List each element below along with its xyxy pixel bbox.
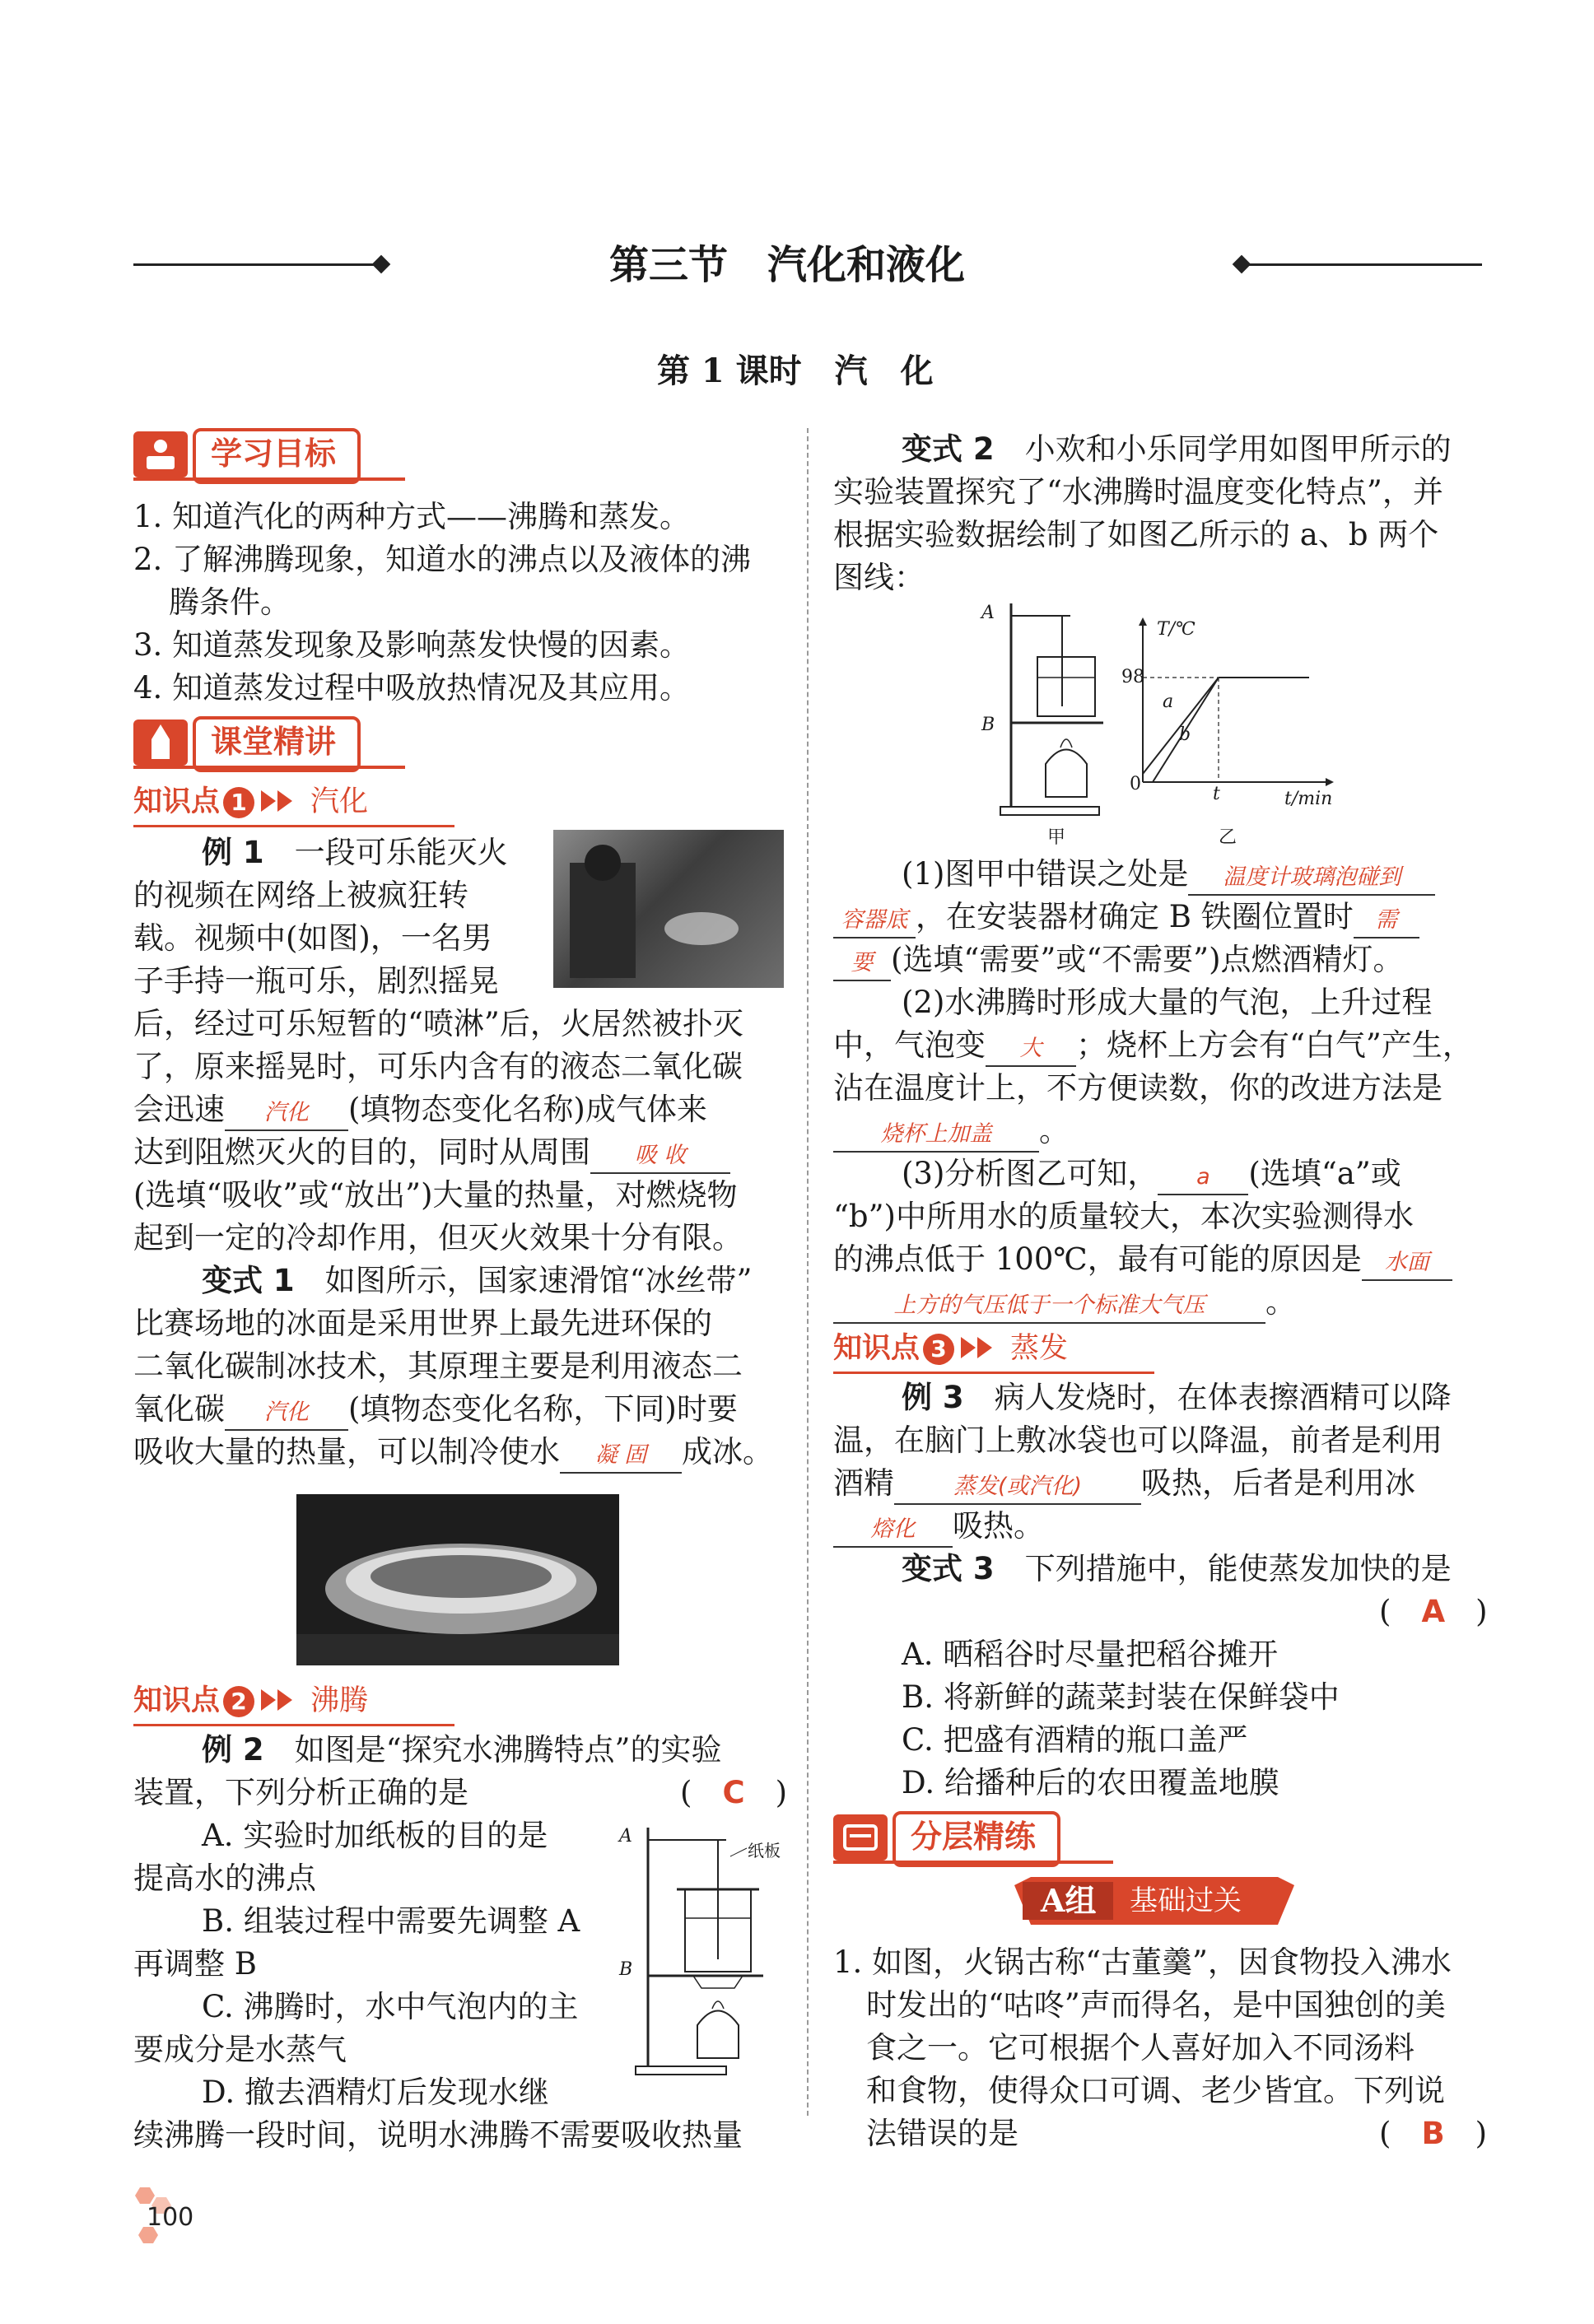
- ex1-line-9: (选填“吸收”或“放出”)大量的热量，对燃烧物: [133, 1177, 738, 1213]
- var2-q3-answer-2: 水面: [1362, 1246, 1452, 1281]
- kp-topic: 蒸发: [1010, 1332, 1069, 1365]
- ex3-line-3: 酒精 蒸发(或汽化) 吸热，后者是利用冰: [833, 1462, 1415, 1505]
- var2-q2-line-3: 沾在温度计上，不方便读数，你的改进方法是: [833, 1070, 1443, 1106]
- q1-line-4: 和食物，使得众口可调、老少皆宜。下列说: [866, 2073, 1445, 2108]
- section-label: 分层精练: [893, 1811, 1060, 1867]
- double-arrow-icon: [261, 783, 294, 822]
- var3-line-1: 变式 3 下列措施中，能使蒸发加快的是: [902, 1551, 1452, 1586]
- column-divider: [807, 428, 809, 2116]
- pencil-icon: [133, 720, 188, 766]
- var2-q1-answer-2: 需: [1354, 904, 1419, 938]
- page-number: 100: [147, 2203, 194, 2232]
- fig-label-b: B: [619, 1959, 633, 1980]
- var2-q1-line-1: (1)图甲中错误之处是 温度计玻璃泡碰到: [902, 853, 1435, 896]
- var2-q3-line-4: 上方的气压低于一个标准大气压 。: [833, 1281, 1296, 1324]
- var1-line-3: 二氧化碳制冰技术，其原理主要是利用液态二: [133, 1348, 743, 1384]
- ex2-option-d-1: D. 撤去酒精灯后发现水继: [202, 2075, 549, 2110]
- knowledge-point-3: [833, 1329, 1068, 1370]
- var2-q2-line-2: 中，气泡变 大 ；烧杯上方会有“白气”产生，: [833, 1024, 1473, 1067]
- ex2-option-c-1: C. 沸腾时，水中气泡内的主: [202, 1989, 579, 2024]
- section-head-goals: [133, 428, 405, 477]
- knowledge-point-1: [133, 782, 368, 823]
- var3-option-b: B. 将新鲜的蔬菜封装在保鲜袋中: [902, 1679, 1340, 1715]
- ex2-option-a-2: 提高水的沸点: [133, 1861, 316, 1896]
- section-label: 课堂精讲: [193, 716, 361, 772]
- var2-q3-line-1: (3)分析图乙可知， a (选填“a”或: [902, 1153, 1401, 1195]
- var2-q1-answer-2b: 要: [833, 947, 891, 981]
- ex1-line-2: 的视频在网络上被疯狂转: [133, 878, 468, 913]
- goal-2: 2. 了解沸腾现象，知道水的沸点以及液体的沸: [133, 542, 752, 577]
- fig-label-a: A: [619, 1826, 632, 1847]
- ex3-answer-2: 熔化: [833, 1513, 953, 1548]
- var2-fig-label-jia: 甲: [1047, 827, 1066, 848]
- ex2-option-b-2: 再调整 B: [133, 1946, 257, 1982]
- var2-q1-line-3: 要 (选填“需要”或“不需要”)点燃酒精灯。: [833, 938, 1404, 981]
- var2-q2-line-4: 烧杯上加盖 。: [833, 1110, 1070, 1153]
- ex2-option-c-2: 要成分是水蒸气: [133, 2032, 347, 2067]
- var1-line-1: 变式 1 如图所示，国家速滑馆“冰丝带”: [202, 1263, 753, 1298]
- ice-ribbon-photo: [296, 1494, 619, 1665]
- title-rule-right: [1243, 263, 1482, 266]
- q1-line-2: 时发出的“咕咚”声而得名，是中国独创的美: [866, 1987, 1446, 2023]
- var2-q2-answer-1: 大: [986, 1032, 1076, 1067]
- graph-tick-t: t: [1213, 784, 1220, 804]
- var2-line-3: 根据实验数据绘制了如图乙所示的 a、b 两个: [833, 517, 1439, 552]
- ex1-line-1: 例 1 一段可乐能灭火: [202, 835, 508, 870]
- printer-icon: [833, 1814, 888, 1861]
- lesson-title: 第 1 课时 汽 化: [657, 352, 934, 390]
- q1-answer-bracket: ( B ): [1379, 2116, 1488, 2151]
- ex1-line-8: 达到阻燃灭火的目的，同时从周围 吸 收: [133, 1131, 730, 1174]
- ex3-line-2: 温，在脑门上敷冰袋也可以降温，前者是利用: [833, 1423, 1443, 1458]
- ex2-option-a-1: A. 实验时加纸板的目的是: [202, 1818, 548, 1853]
- var1-answer-2: 凝 固: [560, 1439, 682, 1474]
- ex1-line-4: 子手持一瓶可乐，剧烈摇晃: [133, 963, 499, 999]
- graph-line-a-label: a: [1163, 692, 1174, 712]
- var3-option-a: A. 晒稻谷时尽量把稻谷摊开: [902, 1637, 1279, 1672]
- var1-answer-1: 汽化: [225, 1396, 348, 1431]
- var2-q3-answer-1: a: [1158, 1161, 1248, 1195]
- var2-q3-line-2: “b”)中所用水的质量较大，本次实验测得水: [833, 1199, 1414, 1234]
- cola-fire-photo: [553, 830, 784, 988]
- kp-label: 知识点: [833, 1332, 921, 1365]
- goal-3: 3. 知道蒸发现象及影响蒸发快慢的因素。: [133, 627, 691, 663]
- goal-4: 4. 知道蒸发过程中吸放热情况及其应用。: [133, 670, 691, 706]
- kp-number: 2: [223, 1686, 254, 1717]
- var2-q2-line-1: (2)水沸腾时形成大量的气泡，上升过程: [902, 985, 1433, 1020]
- graph-line-b-label: b: [1179, 724, 1191, 745]
- var2-apparatus-figure: [988, 599, 1120, 822]
- ex1-line-10: 起到一定的冷却作用，但灭火效果十分有限。: [133, 1220, 743, 1255]
- var3-answer-bracket: ( A ): [1379, 1594, 1488, 1629]
- var3-option-d: D. 给播种后的农田覆盖地膜: [902, 1765, 1279, 1800]
- var2-fig-label-a: A: [981, 603, 995, 623]
- section-title: 第三节 汽化和液化: [609, 242, 966, 288]
- ex1-line-6: 了，原来摇晃时，可乐内含有的液态二氧化碳: [133, 1049, 743, 1084]
- ex3-answer-1: 蒸发(或汽化): [894, 1470, 1141, 1505]
- ex1-answer-2: 吸 收: [590, 1139, 730, 1174]
- var2-q3-answer-2b: 上方的气压低于一个标准大气压: [833, 1289, 1265, 1324]
- graph-tick-98: 98: [1121, 667, 1144, 687]
- group-a-tag: A组: [1041, 1882, 1097, 1919]
- var2-fig-label-b: B: [981, 715, 995, 735]
- q1-line-5: 法错误的是: [866, 2116, 1018, 2151]
- var1-line-5: 吸收大量的热量，可以制冷使水 凝 固 成冰。: [133, 1431, 773, 1474]
- graph-x-axis-label: t/min: [1284, 789, 1333, 809]
- var1-line-4: 氧化碳 汽化 (填物态变化名称，下同)时要: [133, 1388, 738, 1431]
- var2-q1-line-2: 容器底 ，在安装器材确定 B 铁圈位置时 需: [833, 896, 1419, 938]
- var2-line-1: 变式 2 小欢和小乐同学用如图甲所示的: [902, 431, 1452, 467]
- q1-line-1: 1. 如图，火锅古称“古董羹”，因食物投入沸水: [833, 1944, 1452, 1980]
- var1-line-2: 比赛场地的冰面是采用世界上最先进环保的: [133, 1306, 712, 1341]
- study-icon: [133, 431, 188, 477]
- ex1-answer-1: 汽化: [225, 1097, 348, 1131]
- section-head-practice: [833, 1811, 1113, 1861]
- goal-1: 1. 知道汽化的两种方式——沸腾和蒸发。: [133, 499, 691, 534]
- double-arrow-icon: [961, 1330, 994, 1369]
- group-a-name: 基础过关: [1130, 1884, 1242, 1917]
- var2-q2-answer-2: 烧杯上加盖: [833, 1118, 1039, 1153]
- title-diamond-left: [372, 255, 391, 274]
- kp-number: 3: [923, 1334, 954, 1365]
- var2-line-2: 实验装置探究了“水沸腾时温度变化特点”，并: [833, 474, 1443, 510]
- kp-topic: 沸腾: [310, 1684, 369, 1717]
- graph-y-axis-label: T/℃: [1157, 619, 1196, 640]
- fig-label-card: 纸板: [748, 1841, 781, 1861]
- kp-number: 1: [223, 787, 254, 818]
- ex1-line-5: 后，经过可乐短暂的“喷淋”后，火居然被扑灭: [133, 1006, 743, 1041]
- ex2-answer-bracket: ( C ): [680, 1775, 788, 1810]
- ex1-line-7: 会迅速 汽化 (填物态变化名称)成气体来: [133, 1088, 707, 1131]
- ex1-line-3: 载。视频中(如图)，一名男: [133, 920, 492, 956]
- graph-origin: 0: [1130, 774, 1141, 794]
- double-arrow-icon: [261, 1682, 294, 1721]
- ex2-option-d-2: 续沸腾一段时间，说明水沸腾不需要吸收热量: [133, 2117, 743, 2153]
- var2-q1-answer-1b: 容器底: [833, 904, 916, 938]
- var2-line-4: 图线：: [833, 560, 925, 595]
- var2-q1-answer-1: 温度计玻璃泡碰到: [1188, 861, 1435, 896]
- group-a-banner: [1014, 1877, 1294, 1925]
- ex2-option-b-1: B. 组装过程中需要先调整 A: [202, 1903, 580, 1939]
- section-label: 学习目标: [193, 428, 361, 484]
- kp-label: 知识点: [133, 785, 221, 818]
- ex2-line-2: 装置，下列分析正确的是: [133, 1775, 468, 1810]
- title-rule-left: [133, 263, 380, 266]
- var2-fig-label-yi: 乙: [1219, 827, 1237, 848]
- ex3-line-1: 例 3 病人发烧时，在体表擦酒精可以降: [902, 1380, 1452, 1415]
- kp-topic: 汽化: [310, 785, 369, 818]
- goal-2-cont: 腾条件。: [169, 584, 291, 620]
- section-head-lecture: [133, 716, 405, 766]
- q1-line-3: 食之一。它可根据个人喜好加入不同汤料: [866, 2030, 1415, 2066]
- var2-q3-line-3: 的沸点低于 100℃，最有可能的原因是 水面: [833, 1238, 1452, 1281]
- knowledge-point-2: [133, 1681, 368, 1722]
- kp-label: 知识点: [133, 1684, 221, 1717]
- var3-option-c: C. 把盛有酒精的瓶口盖严: [902, 1722, 1248, 1758]
- ex3-line-4: 熔化 吸热。: [833, 1505, 1044, 1548]
- ex2-line-1: 例 2 如图是“探究水沸腾特点”的实验: [202, 1732, 722, 1767]
